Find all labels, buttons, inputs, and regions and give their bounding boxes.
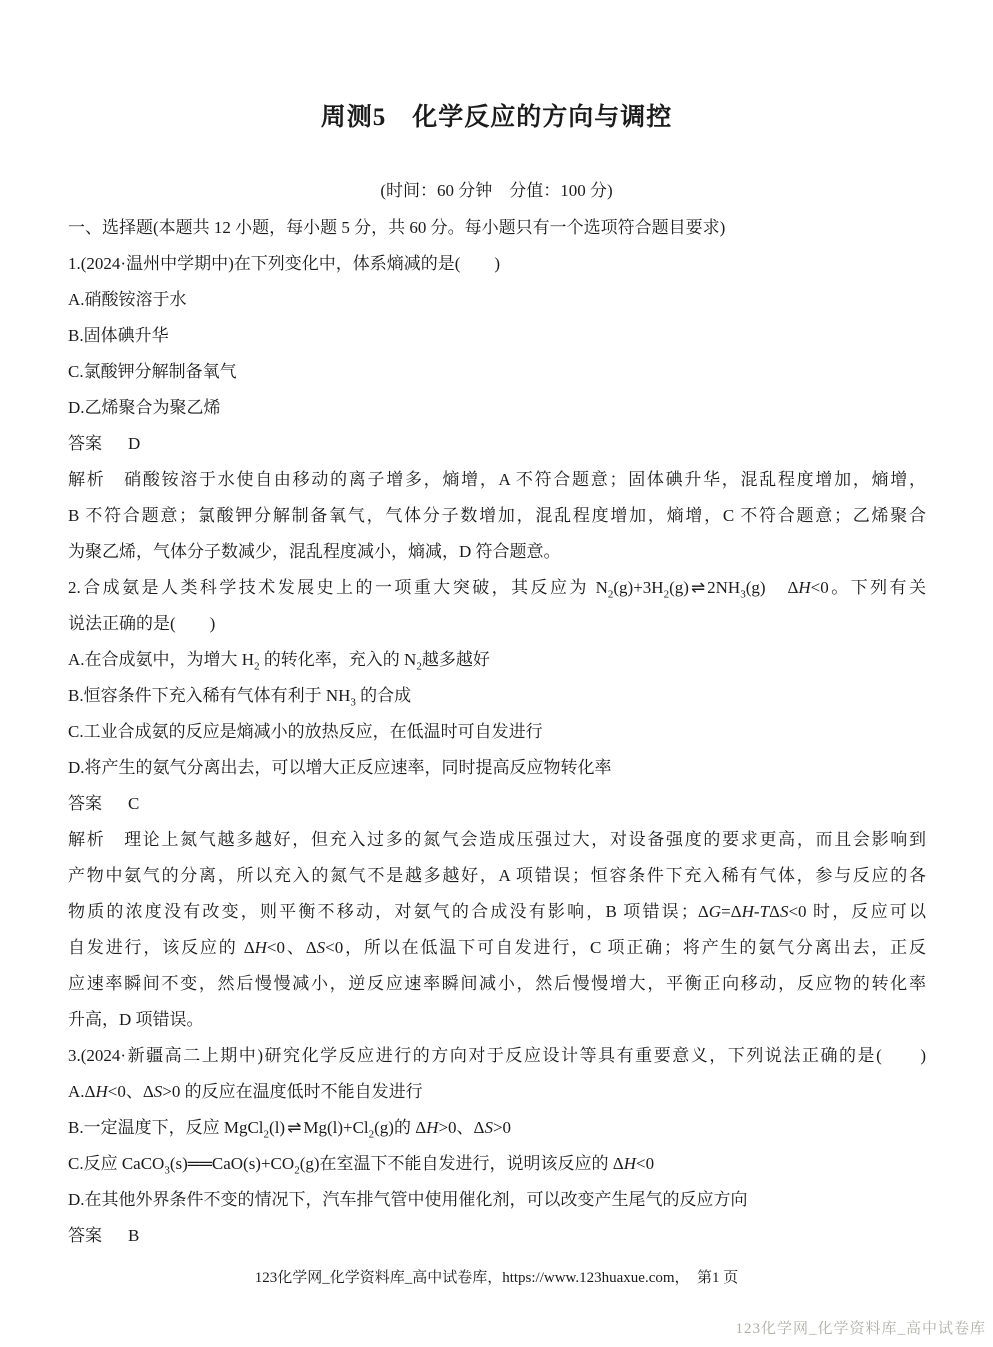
exam-body — [68, 210, 926, 1254]
question-2-stem-line-1: 2.合成氨是人类科学技术发展史上的一项重大突破，其反应为 $N_2(g)+3H_2(g)$ ⇌ $2NH_3(g)$ ΔH<0。下列有关 — [68, 578, 926, 601]
question-2-option-c: C.工业合成氨的反应是熵减小的放热反应，在低温时可自发进行 — [68, 722, 543, 741]
question-1-option-a: A.硝酸铵溶于水 — [68, 290, 187, 309]
question-3-stem: 3.(2024·新疆高二上期中)研究化学反应进行的方向对于反应设计等具有重要意义，下列说法正确的是( ) — [68, 1046, 926, 1065]
question-2-analysis-line-3: 物质的浓度没有改变，则平衡不移动，对氨气的合成没有影响，B 项错误；ΔG=ΔH-TΔS<0 时，反应可以 — [68, 902, 926, 921]
question-1-option-c: C.氯酸钾分解制备氧气 — [68, 362, 237, 381]
answer-value: B — [128, 1226, 140, 1245]
question-2-stem-line-2: 说法正确的是( ) — [68, 614, 216, 633]
question-2-option-d: D.将产生的氨气分离出去，可以增大正反应速率，同时提高反应物转化率 — [68, 758, 612, 777]
question-3-option-b: B.一定温度下，反应 MgCl$_2$(l) ⇌ $Mg(l)+Cl_2(g)$的 ΔH>0、ΔS>0 — [68, 1118, 512, 1141]
question-2-analysis-line-6: 升高，D 项错误。 — [68, 1010, 204, 1029]
page-title: 周测5 化学反应的方向与调控 — [320, 104, 673, 131]
question-2-analysis-line-5: 应速率瞬间不变，然后慢慢减小，逆反应速率瞬间减小，然后慢慢增大，平衡正向移动，反应物的转化率 — [68, 974, 926, 993]
question-1-option-b: B.固体碘升华 — [68, 326, 169, 345]
question-1-analysis-line-2: B 不符合题意；氯酸钾分解制备氧气，气体分子数增加，混乱程度增加，熵增，C 不符合题意；乙烯聚合 — [68, 506, 926, 525]
question-2-analysis-line-4: 自发进行，该反应的 ΔH<0、ΔS<0，所以在低温下可自发进行，C 项正确；将产生的氨气分离出去，正反 — [68, 938, 926, 957]
question-2-option-b: B.恒容条件下充入稀有气体有利于 $NH_3$ 的合成 — [68, 686, 412, 709]
section-heading: 一、选择题(本题共 12 小题，每小题 5 分，共 60 分。每小题只有一个选项符合题目要求) — [68, 218, 726, 237]
question-1-analysis-line-3: 为聚乙烯，气体分子数减少，混乱程度减小，熵减，D 符合题意。 — [68, 542, 561, 561]
question-2-answer — [68, 786, 926, 822]
answer-label: 答案 — [68, 794, 102, 813]
question-1-stem: 1.(2024·温州中学期中)在下列变化中，体系熵减的是( ) — [68, 254, 501, 273]
answer-label: 答案 — [68, 434, 102, 453]
answer-value: D — [128, 434, 141, 453]
question-2-analysis-line-1: 解析 理论上氮气越多越好，但充入过多的氮气会造成压强过大，对设备强度的要求更高，而且会影响到 — [68, 830, 926, 849]
question-1-answer — [68, 426, 926, 462]
question-2-analysis-line-2: 产物中氨气的分离，所以充入的氮气不是越多越好，A 项错误；恒容条件下充入稀有气体，参与反应的各 — [68, 866, 926, 885]
question-1-analysis-line-1: 解析 硝酸铵溶于水使自由移动的离子增多，熵增，A 不符合题意；固体碘升华，混乱程度增加，熵增， — [68, 470, 926, 489]
exam-meta: (时间：60 分钟 分值：100 分) — [380, 181, 613, 200]
site-watermark: 123化学网_化学资料库_高中试卷库 — [735, 1321, 986, 1337]
question-3-option-c: C.反应 $CaCO_3(s)══CaO(s)+CO_2(g)$在室温下不能自发进行，说明该反应的 ΔH<0 — [68, 1154, 655, 1177]
question-3-option-a: A.ΔH<0、ΔS>0 的反应在温度低时不能自发进行 — [68, 1082, 423, 1101]
page-footer: 123化学网_化学资料库_高中试卷库，https://www.123huaxue.com， 第1 页 — [254, 1270, 739, 1286]
question-3-answer — [68, 1218, 926, 1254]
question-3-option-d: D.在其他外界条件不变的情况下，汽车排气管中使用催化剂，可以改变产生尾气的反应方向 — [68, 1190, 748, 1209]
answer-label: 答案 — [68, 1226, 102, 1245]
question-1-option-d: D.乙烯聚合为聚乙烯 — [68, 398, 221, 417]
answer-value: C — [128, 794, 140, 813]
question-2-option-a: A.在合成氨中，为增大 $H_2$ 的转化率，充入的 $N_2$越多越好 — [68, 650, 490, 673]
